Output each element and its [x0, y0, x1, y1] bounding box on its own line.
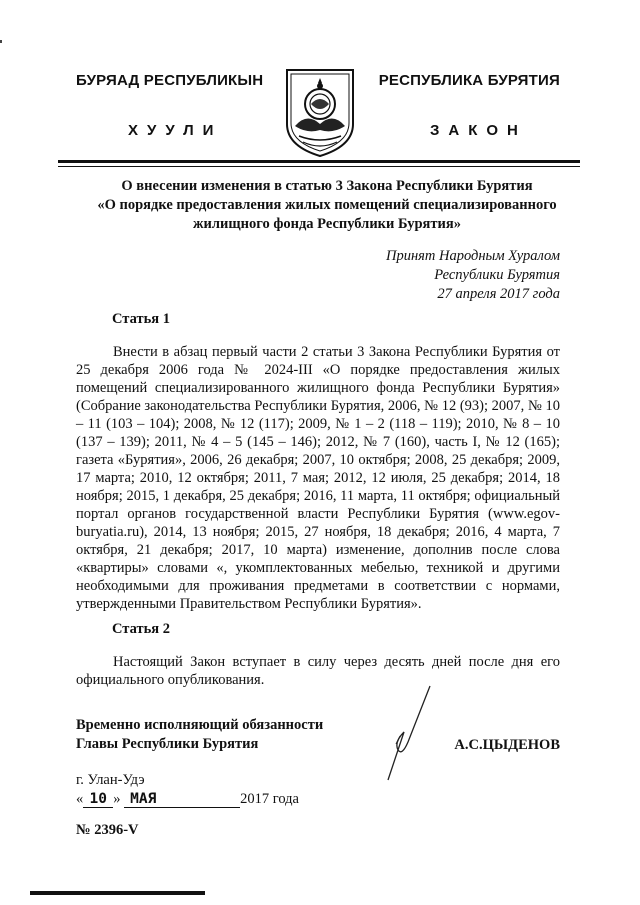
adoption-line: 27 апреля 2017 года	[437, 286, 560, 302]
signing-date	[76, 791, 299, 808]
date-close-quote: »	[113, 791, 121, 807]
article-1-text: Внести в абзац первый части 2 статьи 3 Закона Республики Бурятия от 25 декабря 2006 года № 2024-III «О порядке предоставления жилых помещений специализированного жилищного фонда Республики Бурятия» (Собрание законодательства Республики Бурятия, 2006, № 12 (93); 2007, № 10 – 11 (103 – 104); 2008, № 12 (117); 2009, № 1 – 2 (118 – 119); 2010, № 8 – 10 (137 – 139); 2011, № 4 – 5 (145 – 146); 2012, № 7 (160), часть I, № 12 (165); газета «Бурятия», 2006, 26 декабря; 2007, 10 октября; 2008, 25 декабря; 2009, 17 марта; 2010, 12 октября; 2011, 7 мая; 2012, 12 июля, 25 декабря; 2014, 18 ноября; 2015, 1 декабря, 25 декабря; 2016, 11 марта, 11 октября; официальный портал органов государственной власти Республики Бурятия (www.egov-buryatia.ru), 2014, 13 ноября; 2015, 27 ноября, 18 декабря; 2016, 4 марта, 7 октября, 21 декабря; 2017, 10 марта) изменение, дополнив после слова «квартиры» словами «, укомплектованных мебелью, техникой и другими необходимыми для проживания предметами в соответствии с нормами, утвержденными Правительством Республики Бурятия».	[76, 344, 560, 612]
adoption-line: Принят Народным Хуралом	[385, 248, 560, 264]
signatory-position-line: Временно исполняющий обязанности	[76, 717, 324, 733]
law-title	[74, 177, 580, 234]
handwritten-signature	[378, 684, 438, 784]
date-open-quote: «	[76, 791, 84, 807]
signatory-position	[76, 716, 323, 754]
date-day: 10	[83, 791, 113, 808]
header-rule-thin	[58, 166, 580, 167]
article-1-heading: Статья 1	[112, 311, 170, 327]
article-1-body	[76, 343, 560, 613]
law-title-line: О внесении изменения в статью 3 Закона Республики Бурятия	[121, 178, 533, 194]
header-rule-thick	[58, 160, 580, 163]
article-2-heading: Статья 2	[112, 621, 170, 637]
article-2-text: Настоящий Закон вступает в силу через десять дней после дня его официального опубликования.	[76, 654, 560, 688]
law-title-line: «О порядке предоставления жилых помещений специализированного	[97, 197, 557, 213]
signatory-position-line: Главы Республики Бурятия	[76, 736, 259, 752]
header-right-doc-type: ЗАКОН	[430, 122, 527, 139]
adoption-note	[386, 247, 560, 304]
article-2-body	[76, 653, 560, 689]
header-right-title: РЕСПУБЛИКА БУРЯТИЯ	[378, 72, 560, 89]
scan-mark	[0, 40, 2, 43]
date-year: 2017 года	[240, 791, 299, 807]
signing-city: г. Улан-Удэ	[76, 772, 145, 788]
document-number: № 2396-V	[76, 822, 139, 838]
header-left-doc-type: ХУУЛИ	[128, 122, 223, 139]
bottom-edge-mark	[30, 891, 205, 895]
date-month: МАЯ	[124, 791, 240, 808]
header-left-title: БУРЯАД РЕСПУБЛИКЫН	[76, 72, 264, 89]
signatory-name: А.С.ЦЫДЕНОВ	[454, 737, 560, 753]
law-title-line: жилищного фонда Республики Бурятия»	[193, 216, 461, 232]
coat-of-arms-emblem-icon	[283, 64, 357, 160]
adoption-line: Республики Бурятия	[434, 267, 560, 283]
